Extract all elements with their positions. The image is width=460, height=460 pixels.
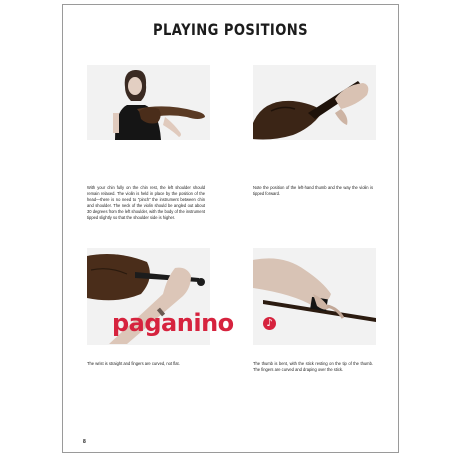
page-title: PLAYING POSITIONS — [152, 20, 309, 39]
page-number: 8 — [83, 439, 86, 445]
photo-player-position — [87, 65, 210, 140]
paganino-watermark: paganino — [112, 309, 234, 337]
caption-bow-thumb: The thumb is bent, with the stick resting on the tip of the thumb. The fingers are curved and draping over the stick. — [253, 361, 373, 373]
photo-bow-hold — [253, 248, 376, 345]
book-page — [62, 4, 399, 453]
caption-wrist: The wrist is straight and fingers are curved, not flat. — [87, 361, 180, 366]
photo-left-thumb — [253, 65, 376, 140]
caption-chin-rest: With your chin fully on the chin rest, the left shoulder should remain relaxed. The violin is held in place by the position of the head—there is no need to "pinch" the instrument between chin and shoulder. The neck of the violin should be angled out about 30 degrees from the left shoulder, with the body of the instrument tipped slightly so that the shoulder side is higher. — [87, 185, 205, 221]
music-note-icon: ♪ — [263, 317, 276, 330]
caption-left-thumb: Note the position of the left-hand thumb and the way the violin is tipped forward. — [253, 185, 373, 197]
